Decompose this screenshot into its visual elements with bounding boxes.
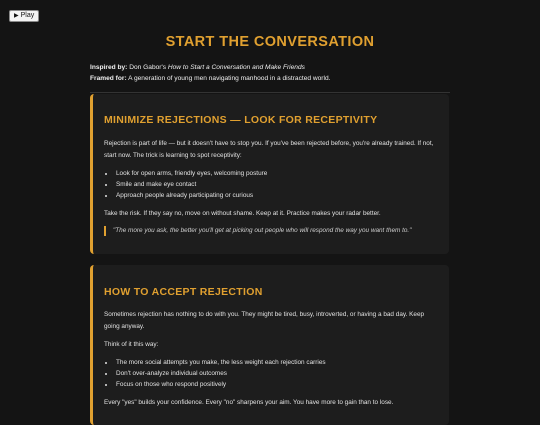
list-item: • Smile and make eye contact (115, 179, 437, 190)
list-item: • The more social attempts you make, the less weight each rejection carries (115, 357, 437, 368)
bullet-list (104, 168, 437, 201)
page-meta (90, 62, 330, 84)
section-outro: Every "yes" builds your confidence. Every "no" sharpens your aim. You have more to gain than to lose. (104, 399, 394, 406)
bullet-list (104, 357, 437, 390)
framed-text: A generation of young men navigating manhood in a distracted world. (128, 75, 331, 82)
section-heading: HOW TO ACCEPT REJECTION (104, 286, 263, 298)
section-card-accept-rejection (90, 265, 449, 425)
header-divider (90, 92, 450, 93)
inspired-label: Inspired by: (90, 64, 128, 71)
play-label: Play (20, 12, 35, 19)
inspired-book: How to Start a Conversation and Make Friends (167, 64, 305, 71)
play-button[interactable] (9, 10, 39, 22)
section-quote: "The more you ask, the better you'll get at picking out people who will respond the way you want them to." (104, 226, 437, 236)
inspired-line (90, 62, 330, 73)
section-lead: Think of it this way: (104, 341, 159, 348)
section-intro: Rejection is part of life — but it doesn't have to stop you. If you've been rejected before, you're already trained. If not, start now. The trick is learning to spot receptivity: (104, 140, 434, 159)
section-card-receptivity (90, 94, 449, 254)
page-title: START THE CONVERSATION (165, 34, 375, 50)
list-item: • Don't over-analyze individual outcomes (115, 368, 437, 379)
framed-line (90, 73, 330, 84)
section-heading: MINIMIZE REJECTIONS — LOOK FOR RECEPTIVITY (104, 114, 378, 126)
list-item: • Focus on those who respond positively (115, 379, 437, 390)
framed-label: Framed for: (90, 75, 127, 82)
list-item: • Look for open arms, friendly eyes, welcoming posture (115, 168, 437, 179)
list-item: • Approach people already participating or curious (115, 190, 437, 201)
section-intro: Sometimes rejection has nothing to do with you. They might be tired, busy, introverted, or having a bad day. Keep going anyway. (104, 311, 425, 330)
inspired-prefix: Don Gabor's (129, 64, 167, 71)
play-icon: ▶ (14, 13, 19, 19)
section-outro: Take the risk. If they say no, move on without shame. Keep at it. Practice makes your radar better. (104, 210, 381, 217)
